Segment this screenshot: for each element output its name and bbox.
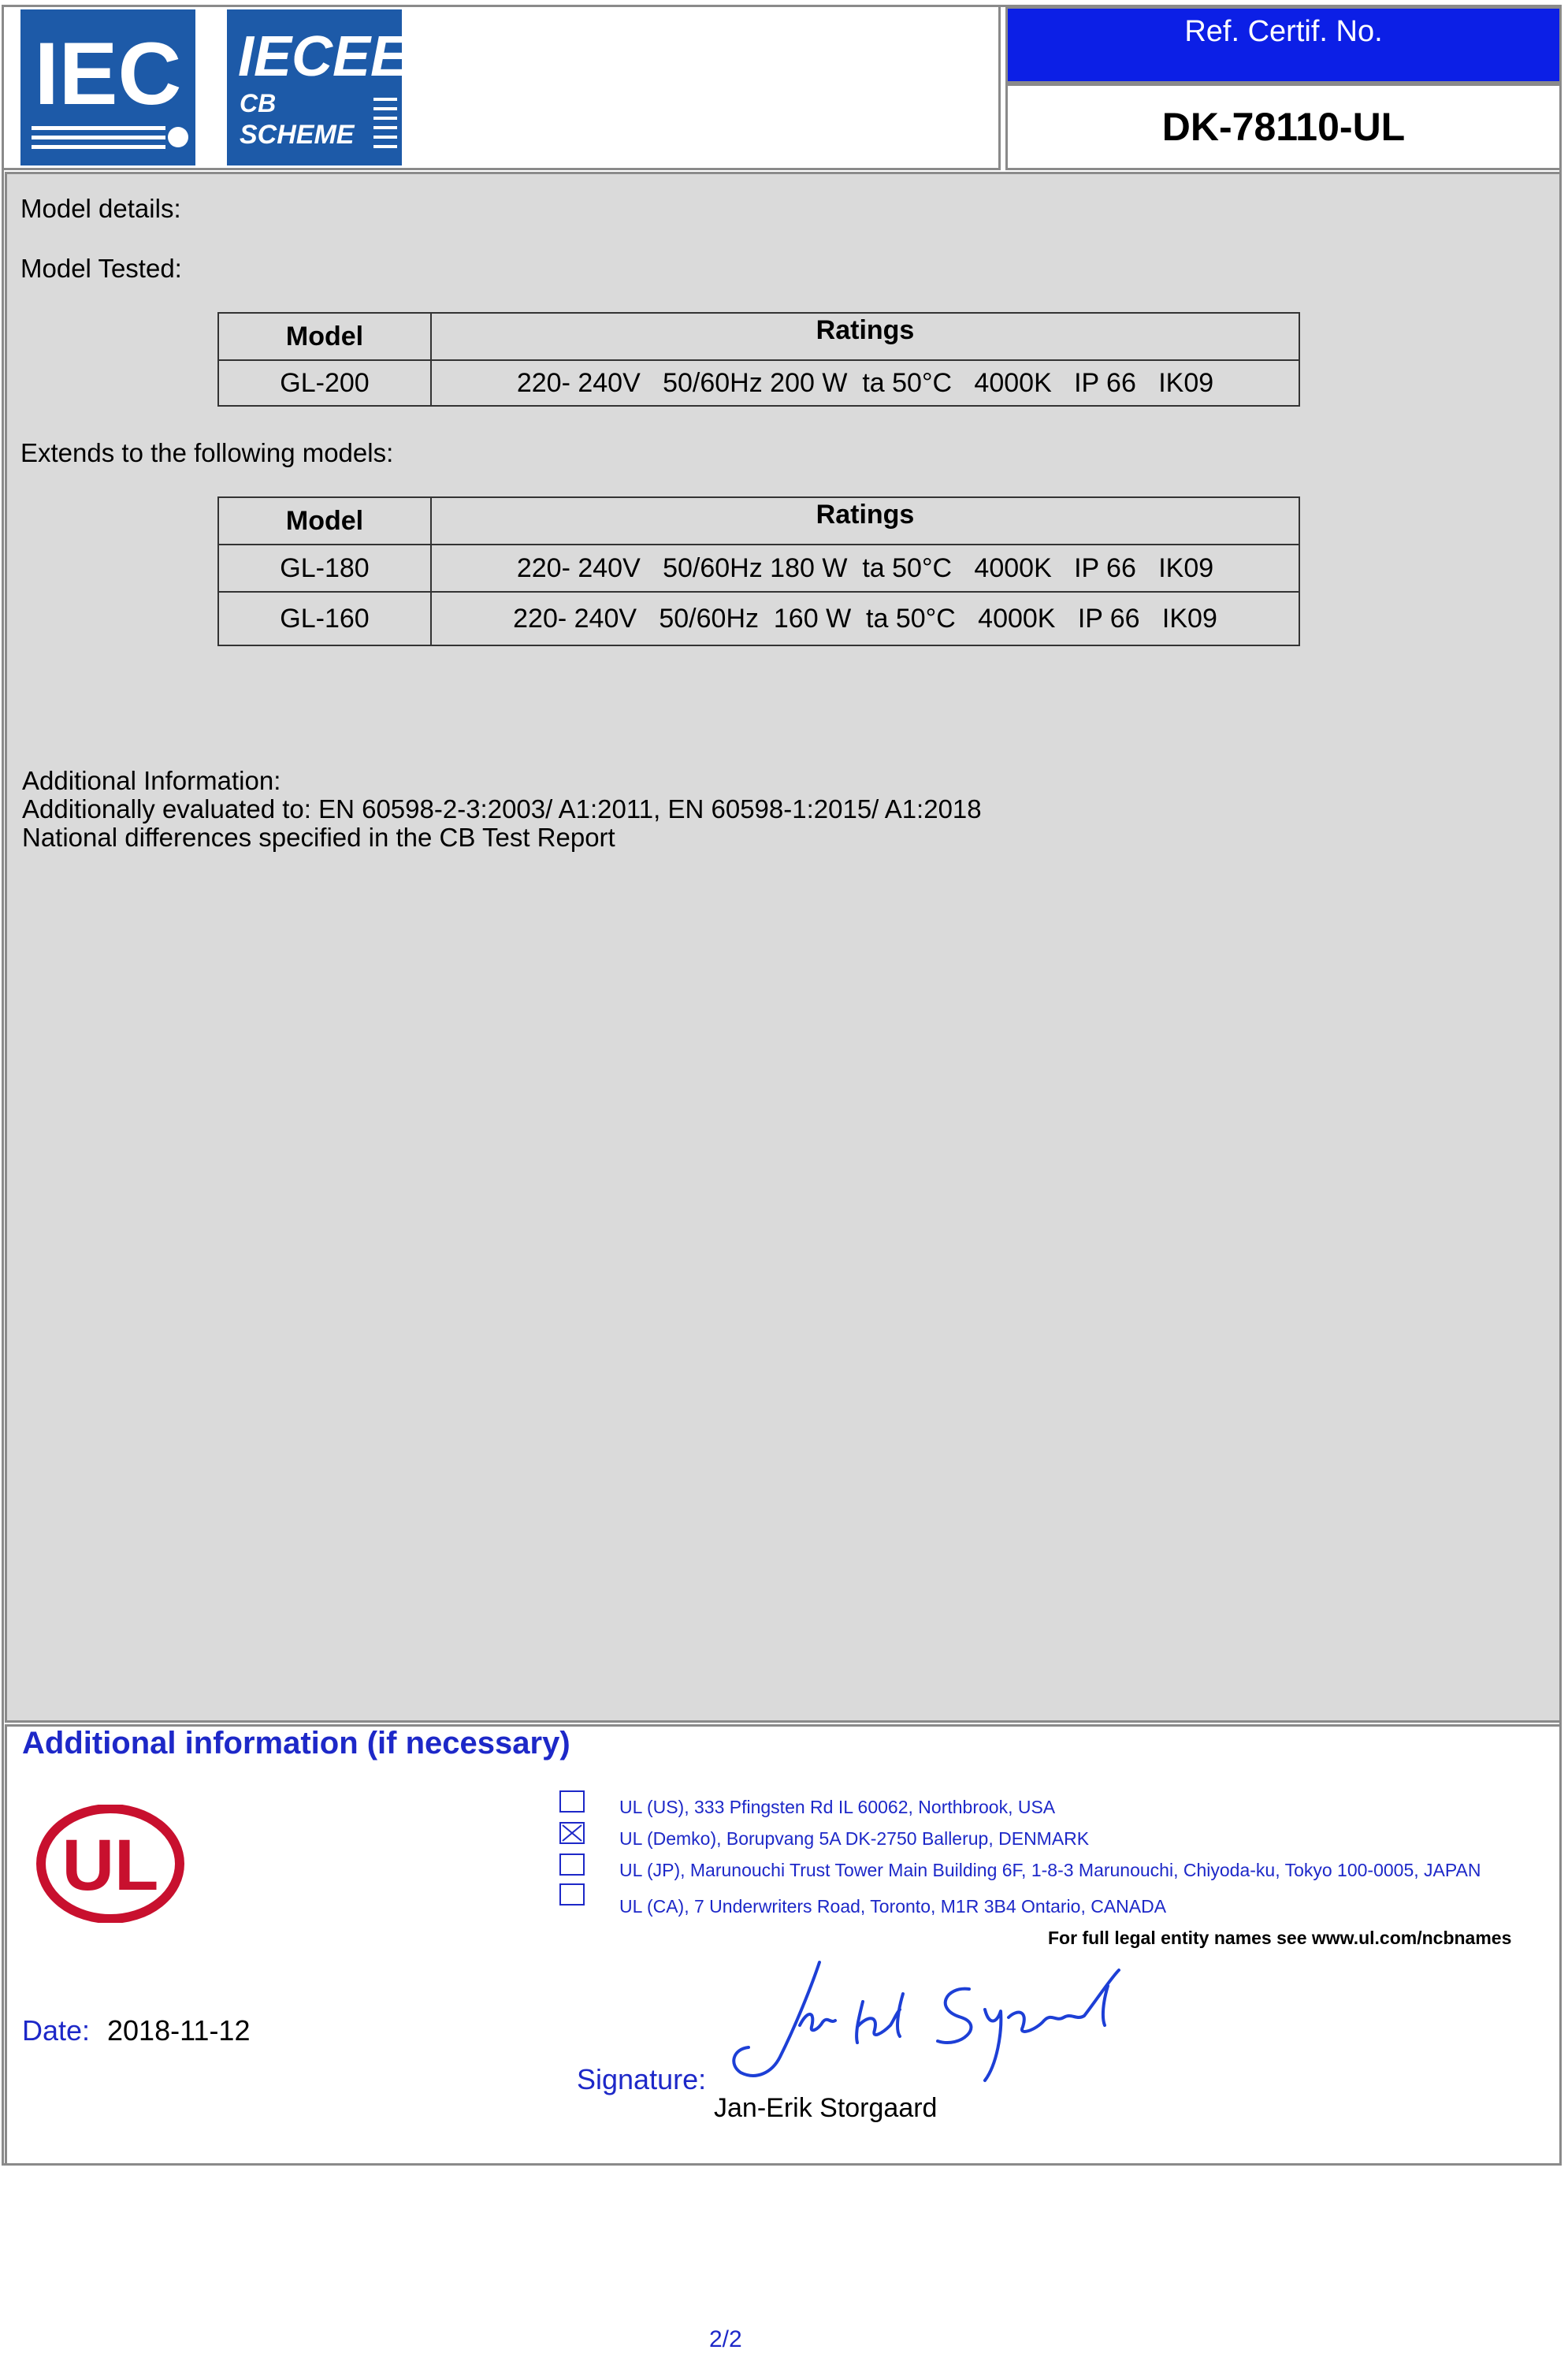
model-details-label: Model details: — [20, 194, 181, 223]
additional-info-standards: Additionally evaluated to: EN 60598-2-3:2003/ A1:2011, EN 60598-1:2015/ A1:2018 — [22, 794, 982, 824]
page-number: 2/2 — [709, 2326, 742, 2352]
table-row — [218, 360, 1299, 406]
ratings-cell: 220- 240V 50/60Hz 180 W ta 50°C 4000K IP 66 IK09 — [431, 545, 1299, 592]
entity-ul-demko: UL (Demko), Borupvang 5A DK-2750 Ballerup, DENMARK — [619, 1828, 1090, 1849]
model-cell: GL-160 — [218, 592, 431, 645]
checkbox-ul-jp[interactable] — [559, 1853, 585, 1876]
ref-certificate-label: Ref. Certif. No. — [1005, 6, 1562, 84]
tested-model-table — [217, 312, 1300, 407]
checkbox-ul-ca[interactable] — [559, 1883, 585, 1906]
extends-label: Extends to the following models: — [20, 438, 394, 467]
extended-models-table — [217, 496, 1300, 646]
table-row — [218, 592, 1299, 645]
ratings-cell: 220- 240V 50/60Hz 160 W ta 50°C 4000K IP 66 IK09 — [431, 592, 1299, 645]
certificate-number: DK-78110-UL — [1005, 84, 1562, 170]
signatory-name: Jan-Erik Storgaard — [714, 2093, 938, 2123]
iec-logo-text: IEC — [34, 24, 182, 123]
model-tested-label: Model Tested: — [20, 254, 182, 283]
entity-ul-ca: UL (CA), 7 Underwriters Road, Toronto, M1R 3B4 Ontario, CANADA — [619, 1896, 1167, 1917]
additional-info-national-differences: National differences specified in the CB Test Report — [22, 823, 615, 852]
additional-info-label: Additional Information: — [22, 766, 281, 795]
additional-info-heading: Additional information (if necessary) — [22, 1726, 570, 1761]
table-header-model: Model — [218, 313, 431, 360]
checkbox-ul-us[interactable] — [559, 1790, 585, 1813]
ul-logo-text: UL — [61, 1825, 159, 1906]
table-header-ratings: Ratings — [431, 313, 1299, 360]
iec-logo — [20, 9, 195, 165]
date-label: Date: — [22, 2014, 91, 2047]
cb-logo-text: CB — [240, 89, 277, 117]
handwritten-signature — [725, 1954, 1135, 2092]
legal-entity-note: For full legal entity names see www.ul.com/ncbnames — [1048, 1928, 1512, 1948]
iecee-cb-scheme-logo — [227, 9, 402, 165]
table-row — [218, 545, 1299, 592]
ratings-cell: 220- 240V 50/60Hz 200 W ta 50°C 4000K IP 66 IK09 — [431, 360, 1299, 406]
entity-ul-jp: UL (JP), Marunouchi Trust Tower Main Building 6F, 1-8-3 Marunouchi, Chiyoda-ku, Tokyo 100-0005, JAPAN — [619, 1860, 1481, 1880]
ul-logo — [36, 1805, 184, 1927]
checkbox-ul-demko[interactable] — [559, 1822, 585, 1844]
signature-label: Signature: — [577, 2063, 707, 2095]
entity-ul-us: UL (US), 333 Pfingsten Rd IL 60062, Northbrook, USA — [619, 1797, 1056, 1817]
scheme-logo-text: SCHEME — [240, 120, 355, 150]
model-cell: GL-180 — [218, 545, 431, 592]
iecee-logo-text: IECEE — [238, 25, 402, 88]
model-cell: GL-200 — [218, 360, 431, 406]
date-value: 2018-11-12 — [107, 2014, 251, 2047]
table-header-model: Model — [218, 497, 431, 545]
table-header-ratings: Ratings — [431, 497, 1299, 545]
